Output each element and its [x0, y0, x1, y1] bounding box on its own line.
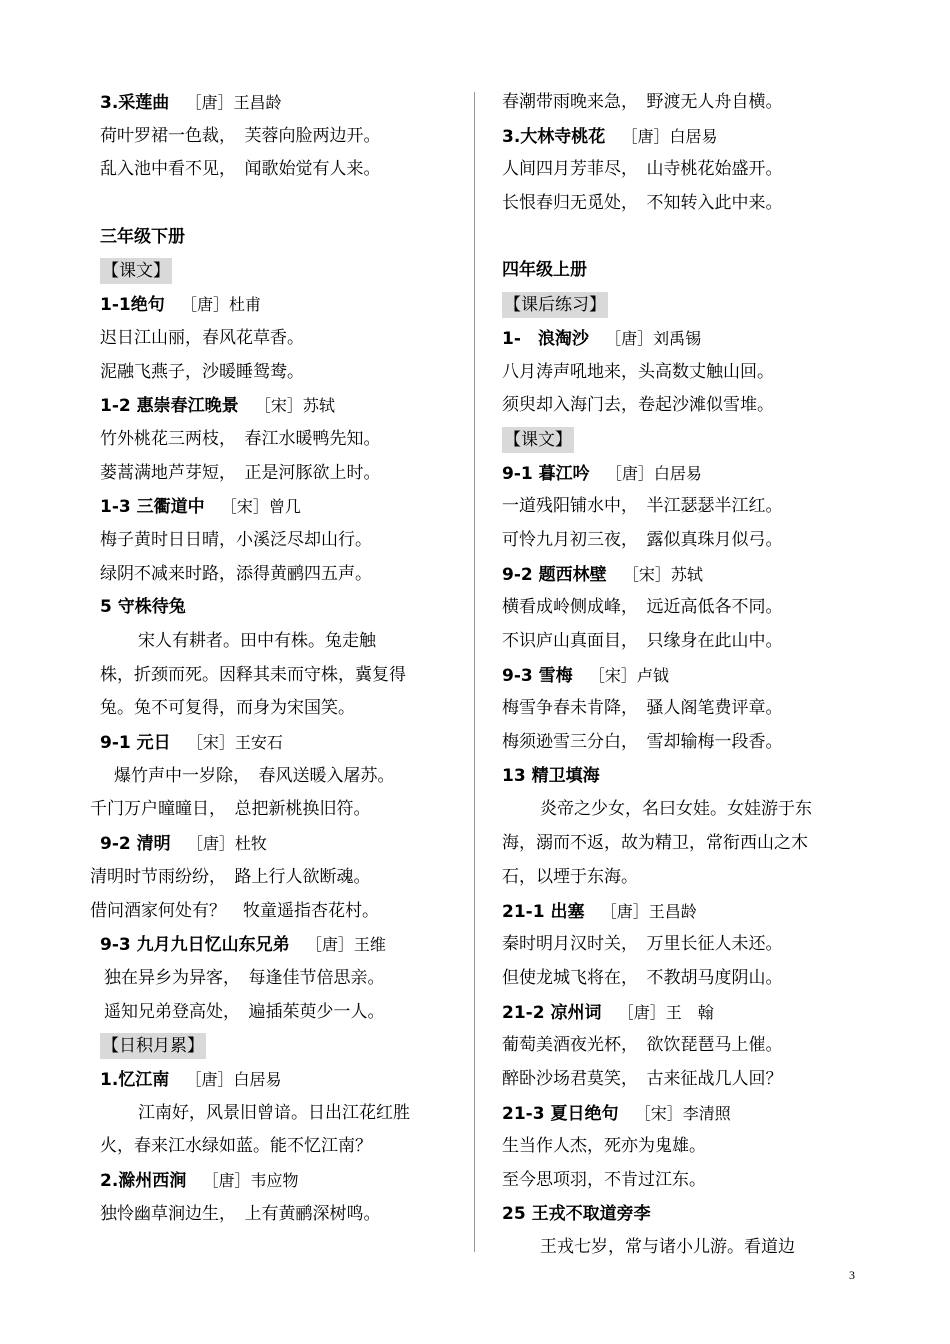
poem-title-line	[502, 457, 862, 491]
poem-title: 1-1绝句	[100, 295, 165, 316]
spacer	[502, 221, 862, 255]
right-column	[502, 86, 862, 1265]
poem-title-line	[100, 389, 460, 423]
poem-title-line	[100, 827, 460, 861]
text-line: 梅须逊雪三分白， 雪却输梅一段香。	[502, 732, 783, 753]
poem-author: ［唐］刘禹锡	[605, 328, 702, 348]
text-line: 石，以堙于东海。	[502, 866, 638, 887]
left-column	[90, 86, 460, 1231]
text-line: 爆竹声中一岁除， 春风送暖入屠苏。	[114, 765, 395, 786]
poem-author: ［唐］王维	[305, 935, 386, 955]
text-line: 须臾却入海门去，卷起沙滩似雪堆。	[502, 395, 774, 416]
section-tag	[100, 254, 460, 288]
text-line: 蒌蒿满地芦芽短， 正是河豚欲上时。	[100, 462, 381, 483]
poem-author: ［唐］杜甫	[180, 295, 261, 315]
poem-title: 9-1 元日	[100, 733, 171, 754]
text-line: 秦时明月汉时关， 万里长征人未还。	[502, 934, 783, 955]
poem-title: 2.滁州西涧	[100, 1171, 187, 1191]
poem-title-line	[502, 558, 862, 592]
poem-author: ［宋］卢钺	[588, 665, 669, 685]
page-number: 3	[849, 1268, 855, 1282]
poem-author: ［唐］韦应物	[202, 1171, 299, 1190]
text-line: 可怜九月初三夜， 露似真珠月似弓。	[502, 529, 783, 550]
poem-title: 9-1 暮江吟	[502, 463, 590, 484]
poem-title: 3.采莲曲	[100, 93, 170, 113]
poem-author: ［宋］曾几	[220, 497, 301, 517]
poem-title: 21-3 夏日绝句	[502, 1103, 619, 1124]
text-line: 泥融飞燕子，沙暖睡鸳鸯。	[100, 361, 304, 382]
poem-author: ［唐］白居易	[621, 126, 718, 146]
grade-heading	[502, 254, 862, 288]
poem-title: 5 守株待兔	[100, 597, 186, 618]
poem-title-line	[100, 288, 460, 322]
spacer	[100, 187, 460, 221]
poem-title-line	[502, 895, 862, 929]
poem-title-line	[100, 86, 460, 120]
grade-heading	[100, 221, 460, 255]
poem-title: 1-2 惠崇春江晚景	[100, 396, 239, 417]
text-line: 遥知兄弟登高处， 遍插茱萸少一人。	[104, 1001, 385, 1022]
text-line: 独怜幽草涧边生， 上有黄鹂深树鸣。	[100, 1203, 381, 1224]
poem-author: ［唐］白居易	[185, 1069, 282, 1089]
text-line: 株，折颈而死。因释其耒而守株，冀复得	[100, 664, 406, 685]
section-tag-label: 【日积月累】	[100, 1033, 206, 1059]
column-divider	[474, 92, 475, 1252]
text-line: 乱入池中看不见， 闻歌始觉有人来。	[100, 159, 381, 180]
text-line: 海，溺而不返，故为精卫，常衔西山之木	[502, 833, 808, 854]
poem-author: ［宋］王安石	[186, 733, 283, 753]
section-tag-label: 【课文】	[502, 427, 574, 453]
text-line: 绿阴不减来时路，添得黄鹂四五声。	[100, 563, 372, 584]
poem-title-line	[100, 928, 460, 962]
grade-heading-text: 四年级上册	[502, 260, 587, 281]
section-tag-label: 【课后练习】	[502, 292, 608, 318]
text-line: 千门万户曈曈日， 总把新桃换旧符。	[90, 799, 371, 820]
poem-author: ［唐］王昌龄	[185, 93, 282, 112]
text-line: 荷叶罗裙一色裁， 芙蓉向脸两边开。	[100, 125, 381, 146]
poem-author: ［唐］王昌龄	[600, 901, 697, 921]
text-line: 梅雪争春未肯降， 骚人阁笔费评章。	[502, 698, 783, 719]
poem-title-line	[502, 760, 862, 794]
text-line: 迟日江山丽，春风花草香。	[100, 327, 304, 348]
poem-author: ［唐］王 翰	[617, 1002, 714, 1022]
text-line: 葡萄美酒夜光杯， 欲饮琵琶马上催。	[502, 1035, 783, 1056]
poem-title-line	[502, 996, 862, 1030]
poem-title: 9-2 题西林壁	[502, 564, 607, 585]
text-line: 梅子黄时日日晴，小溪泛尽却山行。	[100, 529, 372, 550]
text-line: 兔。兔不可复得，而身为宋国笑。	[100, 698, 355, 719]
poem-title-line	[502, 659, 862, 693]
text-line: 借问酒家何处有？ 牧童遥指杏花村。	[90, 900, 379, 921]
poem-title-line	[502, 322, 862, 356]
text-line: 竹外桃花三两枝， 春江水暖鸭先知。	[100, 428, 381, 449]
poem-author: ［宋］苏轼	[622, 564, 703, 584]
poem-title-line	[100, 1063, 460, 1097]
text-line: 人间四月芳菲尽， 山寺桃花始盛开。	[502, 159, 783, 180]
text-line: 但使龙城飞将在， 不教胡马度阴山。	[502, 967, 783, 988]
text-line: 醉卧沙场君莫笑， 古来征战几人回？	[502, 1068, 783, 1089]
text-line: 火，春来江水绿如蓝。能不忆江南？	[100, 1136, 372, 1157]
poem-title: 13 精卫填海	[502, 765, 600, 786]
text-line: 王戎七岁，常与诸小儿游。看道边	[540, 1237, 795, 1258]
poem-title: 1- 浪淘沙	[502, 328, 589, 349]
text-line: 江南好，风景旧曾谙。日出江花红胜	[138, 1102, 410, 1123]
poem-title: 25 王戎不取道旁李	[502, 1203, 651, 1224]
poem-title-line	[502, 120, 862, 154]
poem-title: 9-3 雪梅	[502, 665, 573, 686]
text-line: 炎帝之少女，名曰女娃。女娃游于东	[540, 799, 812, 820]
poem-author: ［唐］白居易	[605, 463, 702, 483]
poem-title-line	[100, 490, 460, 524]
text-line: 八月涛声吼地来，头高数丈触山回。	[502, 361, 774, 382]
poem-title: 9-2 清明	[100, 834, 171, 855]
section-tag	[502, 288, 862, 322]
poem-title-line	[502, 1097, 862, 1131]
section-tag	[100, 1029, 460, 1063]
grade-heading-text: 三年级下册	[100, 226, 185, 247]
text-line: 不识庐山真面目， 只缘身在此山中。	[502, 631, 783, 651]
text-line: 横看成岭侧成峰， 远近高低各不同。	[502, 597, 783, 618]
poem-title: 9-3 九月九日忆山东兄弟	[100, 935, 290, 956]
poem-title-line	[100, 1164, 460, 1198]
poem-title: 1-3 三衢道中	[100, 497, 205, 518]
poem-title: 21-1 出塞	[502, 901, 585, 922]
poem-title: 3.大林寺桃花	[502, 126, 606, 147]
poem-author: ［宋］苏轼	[254, 396, 335, 416]
poem-title: 21-2 凉州词	[502, 1002, 602, 1023]
text-line: 春潮带雨晚来急， 野渡无人舟自横。	[502, 92, 783, 112]
poem-title-line	[100, 591, 460, 625]
section-tag-label: 【课文】	[100, 258, 172, 284]
poem-title-line	[100, 726, 460, 760]
text-line: 一道残阳铺水中， 半江瑟瑟半江红。	[502, 496, 783, 517]
text-line: 清明时节雨纷纷， 路上行人欲断魂。	[90, 866, 371, 887]
text-line: 至今思项羽，不肯过江东。	[502, 1170, 706, 1190]
text-line: 生当作人杰，死亦为鬼雄。	[502, 1136, 706, 1157]
poem-author: ［唐］杜牧	[186, 834, 267, 854]
text-line: 长恨春归无觅处， 不知转入此中来。	[502, 193, 783, 214]
poem-title: 1.忆江南	[100, 1069, 170, 1090]
poem-author: ［宋］李清照	[634, 1103, 731, 1123]
text-line: 宋人有耕者。田中有株。兔走触	[138, 631, 376, 651]
poem-title-line	[502, 1198, 862, 1232]
text-line: 独在异乡为异客， 每逢佳节倍思亲。	[104, 967, 385, 988]
section-tag	[502, 423, 862, 457]
